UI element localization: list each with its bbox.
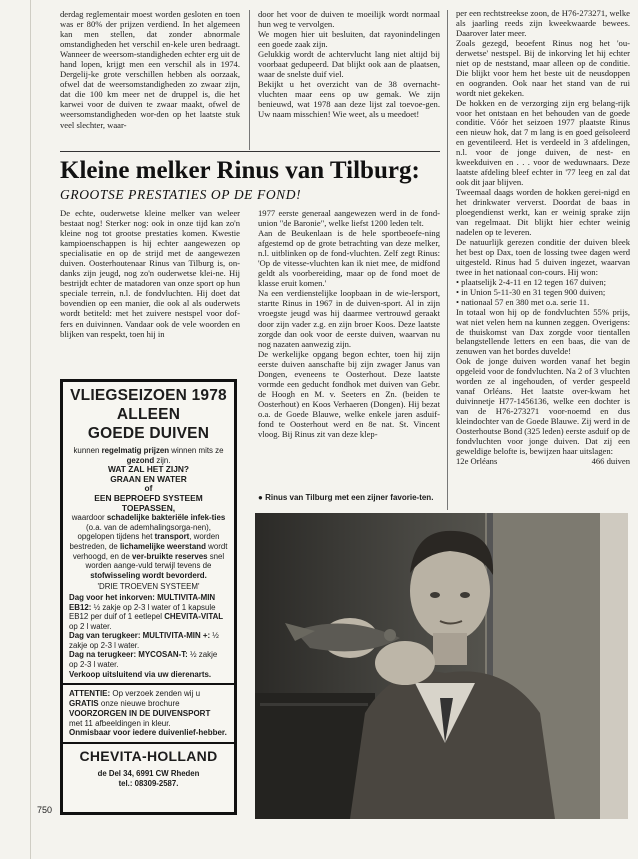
result-race: 12e Orléans <box>456 455 498 466</box>
column-divider <box>447 10 448 510</box>
bullet-icon: ● <box>258 493 263 502</box>
result-line: • nationaal 57 en 380 met o.a. serie 11. <box>456 296 590 307</box>
result-count: 466 duiven <box>591 455 630 466</box>
ad-title-1: VLIEGSEIZOEN 1978 <box>70 387 227 404</box>
page-number: 750 <box>37 805 53 815</box>
ad-title-3: GOEDE DUIVEN <box>87 425 210 442</box>
photo-illustration <box>255 513 628 819</box>
ad-question: WAT ZAL HET ZIJN? GRAAN EN WATER of EEN BEPROEFD SYSTEEM TOEPASSEN, <box>94 464 203 513</box>
chevita-advertisement <box>60 379 237 815</box>
article-col3b-text: In totaal won hij op de fondvluchten 55% prijs, wat niet velen hem na kunnen zeggen. Overigens: de thuiskomst van Dax zorgde voor tientallen belangstellende letters en een baas, die van de zenuwen van het bordes duvelde! Ook de jonge duiven worden vanaf het begin opgeleid voor de fondvluchten. Na 2 of 3 vluchten worden ze al ingehouden, of verder gespeeld vanaf Orléans. Het laatste over-kwam het duivinnetje H77-1456136, welke een dochter is van de H76-273271 voor-noemd en dus kleindochter van de Goede Blauwe. Zij werd in de Oosterhoutse Bond (325 leden) eerste asduif op de fondvluchten voor jonge duiven. Dat zij een geweldige belofte is, bewijzen haar uitslagen: <box>456 306 630 456</box>
ad-phone: tel.: 08309-2587. <box>118 778 179 788</box>
ad-intro: kunnen regelmatig prijzen winnen mits ze gezond zijn. <box>73 446 224 465</box>
ad-dosage: Dag voor het inkorven: MULTIVITA-MIN EB12: ½ zakje op 2-3 l water of 1 kapsule EB12 per duif of 1 eetlepel CHEVITA-VITAL op 2 l water. Dag van terugkeer: MULTIVITA-MIN +: ½ zakje op 2-3 l water. Dag na terugkeer: MYCOSAN-T: ½ zakje op 2-3 l water. Verkoop uitsluitend via uw dierenarts. <box>69 592 224 679</box>
photo-caption: ● Rinus van Tilburg met een zijner favorie-ten. <box>258 493 434 502</box>
result-line: • in Union 5-11-30 en 31 tegen 900 duiven; <box>456 286 606 297</box>
ad-address: de Del 34, 6991 CW Rheden <box>97 769 200 779</box>
ad-description: waardoor schadelijke bakteriële infek-ties (o.a. van de ademhalingsorga-nen), opgelopen tijdens het transport, worden bestreden, de lichamelijke weerstand wordt verhoogd, en de ver-bruikte reserves snel worden aange-vuld terwijl tevens de stofwisseling wordt bevorderd. <box>69 513 228 580</box>
ad-divider <box>63 683 234 685</box>
section-rule <box>60 151 440 152</box>
article-col1-text: De echte, ouderwetse kleine melker van weleer bestaat nog! Sterker nog: ook in onze tijd kan zo'n kleine nog tot grootse prestaties komen. Kwestie kampioenschappen is hij echter aangewezen op specialisatie en op de strijd met de aangewezen duiven. Oosterhoutenaar Rinus van Tilburg is, on-danks zijn jeugd, nog zo'n ouderwetse klei-ne. Hij bestrijdt echter de matadoren van onze sport op hun speciale terrein, n.l. de fondvluchten. Hij doet dat bovendien op een manier, die ook al als ouderwets wordt betiteld: met het zuivere nestspel voor dof-fers en duivinnen. Vandaar ook de vele woorden en blijken van respekt, toen hij in <box>60 208 240 339</box>
article-column-1 <box>60 208 240 339</box>
top-column-1 <box>60 9 240 130</box>
top-column-2 <box>258 9 440 120</box>
top-col2-text: door het voor de duiven te moeilijk wordt normaal hun weg te vervolgen. We mogen hier uit besluiten, dat rayonindelingen een goede zaak zijn. Gelukkig wordt de achtervlucht lang niet altijd bij voorbaat gedupeerd. Dat blijkt ook aan de plaatsen, waar de snelste duif viel. Bekijkt u het overzicht van de 38 overnacht-vluchten maar eens op uw gemak. We zijn benieuwd, wat 1978 aan deze lijst zal toevoe-gen. Uw naam misschien! Wie weet, als u meedoet! <box>258 9 440 120</box>
article-column-3 <box>456 9 630 467</box>
photo-man-with-pigeon <box>255 513 628 819</box>
article-headline: Kleine melker Rinus van Tilburg: <box>60 157 420 184</box>
ad-attention: ATTENTIE: Op verzoek zenden wij u GRATIS onze nieuwe brochure VOORZORGEN IN DE DUIVENSPORT met 11 afbeeldingen in kleur. Onmisbaar voor iedere duivenlief-hebber. <box>69 689 227 738</box>
result-table-row <box>456 457 630 467</box>
article-col3-text: per een rechtstreekse zoon, de H76-273271, welke als jaarling reeds zijn kweekwaarde bewees. Daarover later meer. Zoals gezegd, beoefent Rinus nog het 'ou-derwetse' nestspel. Bij de inkorving let hij echter niet op de neststand, maar alleen op de conditie. Die blijkt voor hem het beste uit de neusdoppen en oogranden. Ook naar het stand van de rui wordt niet gekeken. De hokken en de verzorging zijn erg belang-rijk voor het ontstaan en het behouden van de goede conditie. Vóór het seizoen 1977 plaatste Rinus een nieuw hok, dat 7 m lang is en goed geïsoleerd en geventileerd. Het is verdeeld in 3 afdelingen, n.l. voor de jonge duiven, de nest- en kweekduiven en . . . voor de weduwnaars. Deze laatste afdeling bleef echter in '77 leeg en zal dat ook dit jaar blijven. Tweemaal daags worden de hokken gerei-nigd en het drinkwater ververst. Doordat de baas in ploegendienst werkt, kan er weinig sprake zijn van regelmaat. Dit blijkt hier echter weinig nadelen op te leveren. De natuurlijk gerezen conditie der duiven bleek het best op Dax, toen de lossing twee dagen werd uitgesteld. Rinus had 5 duiven ingezet, waarvan twee in het nationaal con-cours. Hij won: <box>456 8 630 277</box>
top-col1-text: derdag reglementair moest worden gesloten en toen was er 80% der prijzen verdiend. In het algemeen kan men stellen, dat zonder abnormale omstandigheden het verschil en-kele uren bedraagt. Wanneer de weersom-standigheden echter erg uit de hand lopen, krijgt men een verschil als in 1974. Dergelij-ke grote verschillen hebben als oorzaak, ofwel dat de weersomstandigheden zo zwaar zijn, dat die 100 km meer net de druppel is, die het karwei voor de duiven te zwaar maakt, ofwel de weersomstandigheden wor-den op het laatste stuk veel slechter, waar- <box>60 9 240 130</box>
ad-system-name: 'DRIE TROEVEN SYSTEEM' <box>97 582 200 592</box>
article-subheadline: GROOTSE PRESTATIES OP DE FOND! <box>60 187 302 202</box>
column-divider <box>249 10 250 150</box>
ad-brand: CHEVITA-HOLLAND <box>79 748 218 765</box>
result-line: • plaatselijk 2-4-11 en 12 tegen 167 duiven; <box>456 276 606 287</box>
ad-title-2: ALLEEN <box>116 406 181 423</box>
page-edge <box>30 0 31 859</box>
ad-divider <box>63 742 234 744</box>
article-column-2 <box>258 208 440 439</box>
article-col2-text: 1977 eerste generaal aangewezen werd in de fond-union "de Baronie", welke liefst 1200 leden telt. Aan de Beukenlaan is de hele sportbeoefe-ning afgestemd op de grote betrachting van deze melker, n.l. uitblinken op de fond-vluchten. Zelf zegt Rinus: 'Op de vitesse-vluchten kan ik niet mee, de midfond geldt als voorbereiding, maar op de fond moet de klasse eruit komen.' Na een verdienstelijke loopbaan in de wie-lersport, startte Rinus in 1967 in de duiven-sport. Al in zijn vroegste jeugd was hij daarmee vertrouwd geraakt door zijn vader z.g. en zijn broer Koos. Deze laatste zorgde dan ook voor de eerste duiven, waarvan nu nog nazaten aanwezig zijn. De werkelijke opgang begon echter, toen hij zijn eerste duiven aanschafte bij zijn zwager Janus van Dongen, eveneens te Oosterhout. Deze laatste vormde een geducht fondhok met duiven van Gebr. de Hoogh en M. v. Seeters en Zn. (beiden te Oosterhout) en Koos Verhaeren (Dongen). Hij bezat o.a. de Goede Blauwe, welke enkele jaren asduif-fond te Oosterhout werd en 8e nat. St. Vincent vloog. Bij Rinus zit van deze klep- <box>258 208 440 440</box>
